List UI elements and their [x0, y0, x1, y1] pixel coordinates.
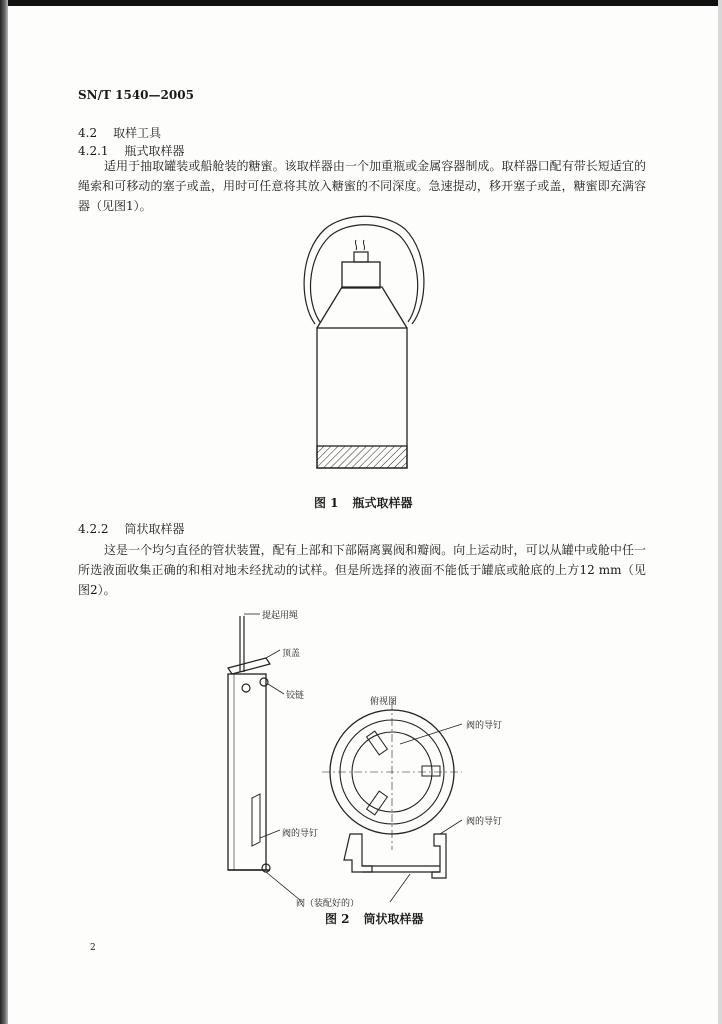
callout-valve-guide-pin-right: 阀的导钉 — [466, 817, 503, 827]
figure-title: 瓶式取样器 — [352, 496, 413, 510]
paragraph-4-2-1: 适用于抽取罐装或船舱装的糖蜜。该取样器由一个加重瓶或金属容器制成。取样器口配有带长短适宜的绳索和可移动的塞子或盖，用时可任意将其放入糖蜜的不同深度。急速提动，移开塞子或盖，糖蜜即充满容器（见图1）。 — [78, 159, 646, 213]
callout-valve-assembled: 阀（装配好的） — [296, 899, 360, 909]
bottom-plan-view — [322, 702, 462, 850]
scan-border-right — [718, 0, 722, 1024]
paragraph-4-2-2: 这是一个均匀直径的管状装置，配有上部和下部隔离翼阀和瓣阀。向上运动时，可以从罐中或舱中任一所选液面收集正确的和相对地未经扰动的试样。但是所选择的液面不能低于罐底或舱底的上方12 mm（见图2）。 — [78, 543, 646, 597]
bottle-stopper — [342, 262, 380, 288]
tube-sampler-figure — [200, 602, 530, 910]
figure-1-caption — [314, 494, 413, 511]
section-number: 4.2.2 — [78, 522, 109, 536]
scan-border-top — [0, 0, 722, 6]
valve-cross-section — [344, 820, 462, 902]
callout-hinge: 铰链 — [286, 691, 305, 701]
section-title: 瓶式取样器 — [124, 144, 185, 158]
section-number: 4.2.1 — [78, 144, 109, 158]
scan-border-left — [0, 0, 8, 1024]
figure-title: 筒状取样器 — [363, 912, 424, 926]
figure-label: 图 1 — [314, 496, 339, 510]
figure-2-caption — [325, 910, 424, 927]
callout-valve-guide-pin-left: 阀的导钉 — [282, 829, 319, 839]
callout-lifting-rope: 提起用绳 — [262, 611, 299, 621]
rope-loop — [304, 216, 424, 324]
figure-label: 图 2 — [325, 912, 350, 926]
bottle-sampler-figure — [290, 204, 440, 478]
callout-top-cover: 顶盖 — [282, 649, 301, 659]
section-heading-4-2 — [78, 124, 161, 141]
section-title: 筒状取样器 — [124, 522, 185, 536]
bottle-shoulder — [317, 287, 407, 328]
callout-valve-guide-pin-top: 阀的导钉 — [466, 721, 503, 731]
top-cover — [228, 658, 270, 674]
callout-bottom-view: 俯视图 — [370, 697, 398, 707]
section-heading-4-2-2 — [78, 520, 185, 537]
bottle-weighted-base — [317, 446, 407, 468]
hinge — [242, 684, 250, 692]
section-title: 取样工具 — [113, 126, 162, 140]
standard-code: SN/T 1540—2005 — [78, 88, 194, 102]
section-number: 4.2 — [78, 126, 98, 140]
page-number: 2 — [90, 943, 96, 953]
